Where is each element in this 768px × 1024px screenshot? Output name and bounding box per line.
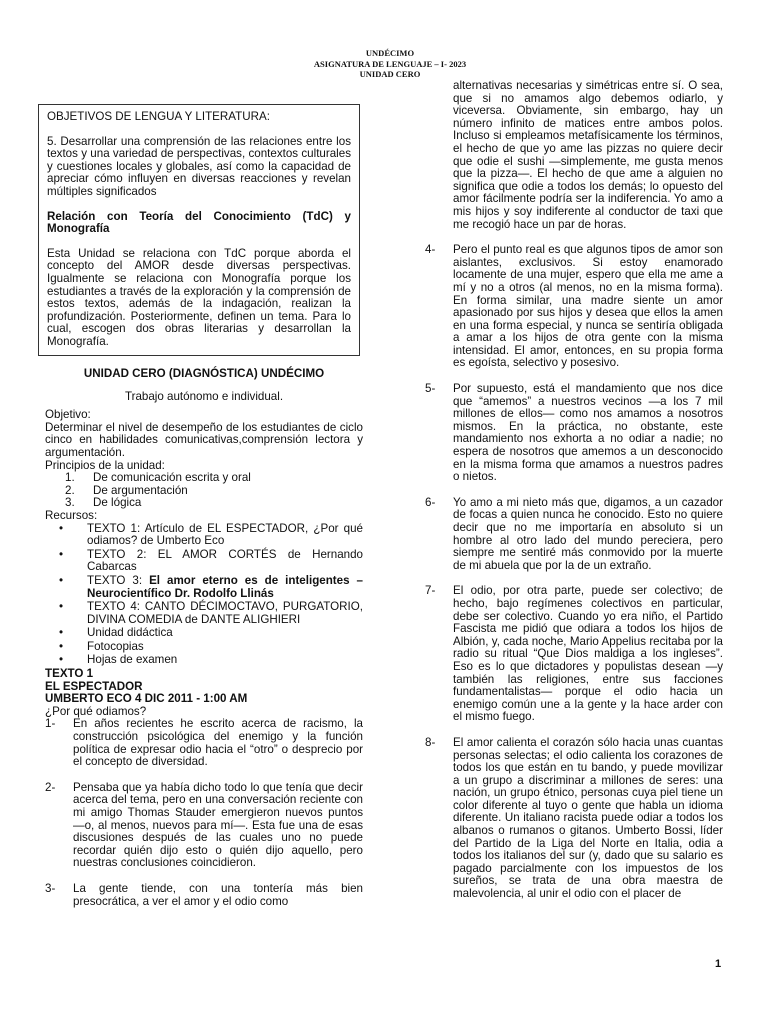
article-paragraph bbox=[45, 782, 363, 870]
principle-text: De argumentación bbox=[93, 483, 188, 497]
article-paragraph bbox=[425, 585, 723, 724]
paragraph-continuation: alternativas necesarias y simétricas entre sí. O sea, que si no amamos algo debemos odiarlo, y viceversa. Obviamente, sin embargo, hay un número infinito de matices entre ambos polos. Incluso si empleamos metafísicamente los términos, el hecho de que yo ame las pizzas no quiere decir que odie el sushi —simplemente, me gusta menos que la pizza—. El hecho de que ame a alguien no significa que odie a todos los demás; lo opuesto del amor fácilmente podría ser la indiferencia. Yo amo a mis hijos y soy indiferente al conductor de taxi que me recogió hace un par de horas. bbox=[453, 79, 723, 231]
bullet-icon: • bbox=[59, 600, 64, 614]
article-paragraph bbox=[45, 718, 363, 768]
page-number: 1 bbox=[715, 958, 722, 970]
objective-text: Determinar el nivel de desempeño de los estudiantes de ciclo cinco en habilidades comunicativas,comprensión lectora y argumentación. bbox=[45, 420, 363, 459]
objectives-title: OBJETIVOS DE LENGUA Y LITERATURA: bbox=[47, 110, 270, 123]
bullet-icon: • bbox=[59, 653, 64, 667]
bullet-icon: • bbox=[59, 573, 64, 587]
paragraph-number: 6- bbox=[425, 495, 436, 509]
resource-text-plain: TEXTO 3: bbox=[87, 573, 150, 587]
resource-item bbox=[45, 627, 363, 640]
bullet-icon: • bbox=[59, 521, 64, 535]
paragraph-text: El amor calienta el corazón sólo hacia unas cuantas personas selectas; el odio calienta los corazones de todos los que están en tu bando, y puede movilizar a un grupo a discriminar a millones de seres: una nación, un grupo étnico, personas cuya piel tiene un color diferente al tuyo o gente que habla un idioma diferente. Un italiano racista puede odiar a todos los albanos o rumanos o gitanos. Umberto Bossi, líder del Partido de la Liga del Norte en Italia, odia a todos los italianos del sur (y, dado que su salario es pagado parcialmente con los impuestos de los sureños, se trata de una obra maestra de malevolencia, al unir el odio con el placer de bbox=[453, 735, 723, 901]
paragraph-number: 7- bbox=[425, 584, 436, 598]
paragraph-text: Pensaba que ya había dicho todo lo que tenía que decir acerca del tema, pero en una conversación reciente con mi amigo Thomas Stauder emergieron nuevos puntos —o, al menos, nuevos para mí—. Esta fue una de esas discusiones después de las cuales uno no puede recordar quién dijo esto o quién dijo aquello, pero nuestras conclusiones coincidieron. bbox=[73, 780, 363, 870]
resource-text-plain: TEXTO 4: CANTO DÉCIMOCTAVO, PURGATORIO, DIVINA COMEDIA de DANTE ALIGHIERI bbox=[87, 600, 363, 626]
texto1-source: EL ESPECTADOR bbox=[45, 679, 143, 693]
objectives-box bbox=[38, 104, 360, 356]
resource-item bbox=[45, 523, 363, 548]
principle-text: De lógica bbox=[93, 496, 142, 510]
resource-text bbox=[87, 641, 363, 654]
header-subject: ASIGNATURA DE LENGUAJE – I- 2023 bbox=[313, 58, 467, 69]
resource-text bbox=[87, 654, 363, 667]
document-header bbox=[180, 48, 600, 80]
paragraph-number: 3- bbox=[45, 881, 56, 895]
principle-number: 3. bbox=[65, 496, 75, 510]
resource-text bbox=[87, 627, 363, 640]
article-paragraph bbox=[45, 883, 363, 908]
right-column bbox=[425, 80, 723, 901]
resource-text-plain: TEXTO 2: EL AMOR CORTÉS de Hernando Cabarcas bbox=[87, 547, 363, 574]
paragraph-text: En años recientes he escrito acerca de racismo, la construcción psicológica del enemigo y la función política de expresar odio hacia el “otro” o desprecio por el concepto de diversidad. bbox=[73, 717, 363, 769]
resource-text bbox=[87, 601, 363, 626]
paragraph-number: 1- bbox=[45, 717, 56, 731]
left-column bbox=[45, 368, 363, 908]
texto1-question: ¿Por qué odiamos? bbox=[45, 704, 147, 718]
texto1-byline: UMBERTO ECO 4 DIC 2011 - 1:00 AM bbox=[45, 692, 248, 706]
principle-item bbox=[45, 472, 363, 485]
paragraph-text: Yo amo a mi nieto más que, digamos, a un cazador de focas a quien nunca he conocido. Esto no quiere decir que no me importaría en absoluto si un hombre al otro lado del mundo pereciera, pero siempre me sentiré más conmovido por la muerte de mi abuela que por la de un extraño. bbox=[453, 495, 723, 572]
resource-text bbox=[87, 523, 363, 548]
resource-item bbox=[45, 575, 363, 600]
left-paragraphs bbox=[45, 718, 363, 908]
resource-text-plain: Hojas de examen bbox=[87, 653, 178, 667]
paragraph-number: 4- bbox=[425, 243, 436, 257]
texto1-label: TEXTO 1 bbox=[45, 667, 94, 681]
right-paragraphs bbox=[425, 244, 723, 901]
resource-item bbox=[45, 641, 363, 654]
article-paragraph bbox=[425, 497, 723, 573]
unit-mode: Trabajo autónomo e individual. bbox=[124, 389, 284, 403]
header-unit: UNIDAD CERO bbox=[359, 69, 421, 79]
resource-text bbox=[87, 575, 363, 600]
paragraph-number: 5- bbox=[425, 382, 436, 396]
article-paragraph bbox=[425, 737, 723, 901]
principles-label: Principios de la unidad: bbox=[45, 458, 165, 472]
bullet-icon: • bbox=[59, 547, 64, 561]
paragraph-number: 2- bbox=[45, 780, 56, 794]
paragraph-text: Por supuesto, está el mandamiento que nos dice que “amemos” a nuestros vecinos —a los 7 mil millones de ellos— como nos amamos a nosotros mismos. En la práctica, no obstante, este mandamiento nos exhorta a no odiar a nadie; no espera de nosotros que amemos a un desconocido en la misma forma que amamos a nuestros padres o nietos. bbox=[453, 382, 723, 484]
header-grade: UNDÉCIMO bbox=[365, 48, 415, 58]
resource-text-plain: Fotocopias bbox=[87, 639, 144, 653]
resource-text bbox=[87, 549, 363, 574]
objective-label: Objetivo: bbox=[45, 408, 91, 422]
objectives-goal: 5. Desarrollar una comprensión de las relaciones entre los textos y una variedad de perspectivas, contextos culturales y cuestiones locales y globales, así como la capacidad de apreciar cómo influyen en diversas reacciones y revelan múltiples significados bbox=[47, 134, 351, 198]
paragraph-text: Pero el punto real es que algunos tipos de amor son aislantes, exclusivos. Si estoy enamorado locamente de una mujer, espero que ella me ame a mí y no a otros (al menos, no en la misma forma). En forma similar, una madre siente un amor apasionado por sus hijos y desea que ellos la amen en una forma especial, y nunca se sentiría obligada a amar a los hijos de otra gente con la misma intensidad. El amor, entonces, en su propia forma es egoísta, selectivo y posesivo. bbox=[453, 243, 723, 370]
principles-list bbox=[45, 472, 363, 510]
principle-text: De comunicación escrita y oral bbox=[93, 471, 251, 485]
resource-text-bold: El amor eterno es de inteligentes – Neurocientífico Dr. Rodolfo Llinás bbox=[87, 573, 363, 600]
relation-title: Relación con Teoría del Conocimiento (TdC) y Monografía bbox=[47, 209, 351, 236]
principle-number: 1. bbox=[65, 471, 75, 485]
paragraph-text: La gente tiende, con una tontería más bien presocrática, a ver el amor y el odio como bbox=[73, 881, 363, 908]
unit-title: UNIDAD CERO (DIAGNÓSTICA) UNDÉCIMO bbox=[83, 367, 325, 380]
resource-item bbox=[45, 654, 363, 667]
resource-item bbox=[45, 549, 363, 574]
resources-list bbox=[45, 523, 363, 668]
resource-text-plain: Unidad didáctica bbox=[87, 626, 173, 640]
bullet-icon: • bbox=[59, 626, 64, 640]
article-paragraph bbox=[425, 244, 723, 370]
bullet-icon: • bbox=[59, 639, 64, 653]
principle-number: 2. bbox=[65, 483, 75, 497]
resources-label: Recursos: bbox=[45, 508, 98, 522]
resource-text-plain: TEXTO 1: Artículo de EL ESPECTADOR, ¿Por qué odiamos? de Umberto Eco bbox=[87, 521, 363, 548]
relation-text: Esta Unidad se relaciona con TdC porque aborda el concepto del AMOR desde diversas perspectivas. Igualmente se relaciona con Monografía porque los estudiantes a través de la exploración y la comprensión de estos textos, además de la indagación, realizan la profundización. Posteriormente, definen un tema. Para lo cual, escogen dos obras literarias y desarrollan la Monografía. bbox=[47, 246, 351, 348]
paragraph-text: El odio, por otra parte, puede ser colectivo; de hecho, bajo regímenes colectivos en particular, debe ser colectivo. Cuando yo era niño, el Partido Fascista me pidió que odiara a todos los hijos de Albión, y, cada noche, Mario Appelius recitaba por la radio su ritual “Que Dios maldiga a los ingleses”. Eso es lo que dictadores y populistas desean —y también las religiones, entre sus facciones fundamentalistas— porque el odio hacia un enemigo común une a la gente y la hace arder con el mismo fuego. bbox=[453, 584, 723, 724]
article-paragraph bbox=[425, 383, 723, 484]
paragraph-number: 8- bbox=[425, 735, 436, 749]
resource-item bbox=[45, 601, 363, 626]
